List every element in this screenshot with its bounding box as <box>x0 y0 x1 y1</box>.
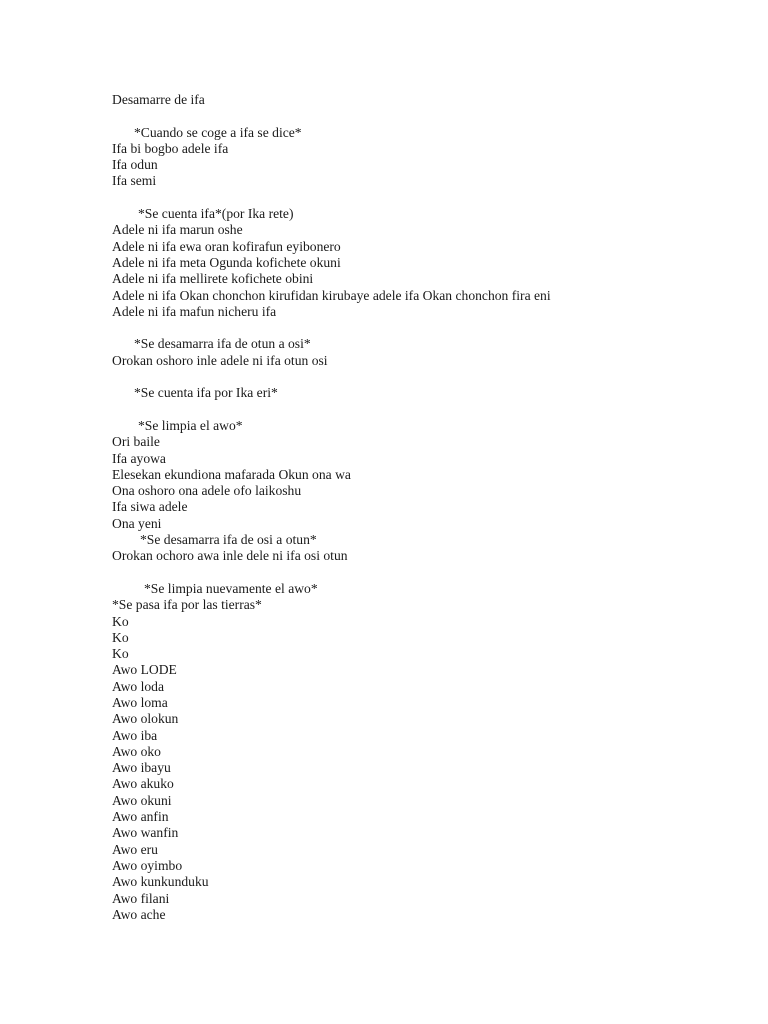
text-line: Awo olokun <box>112 711 179 727</box>
section-heading: *Se cuenta ifa por Ika eri* <box>134 385 278 401</box>
text-line: Awo anfin <box>112 809 169 825</box>
text-line: Adele ni ifa meta Ogunda kofichete okuni <box>112 254 341 270</box>
text-line: Adele ni ifa ewa oran kofirafun eyibonero <box>112 238 341 254</box>
text-line: Awo ibayu <box>112 760 171 776</box>
text-line: Awo okuni <box>112 792 172 808</box>
blank-line <box>112 190 712 206</box>
text-line: Orokan ochoro awa inle dele ni ifa osi otun <box>112 548 348 564</box>
text-line: Ona oshoro ona adele ofo laikoshu <box>112 483 302 499</box>
section-heading: *Se pasa ifa por las tierras* <box>112 597 262 613</box>
text-line: Ori baile <box>112 434 160 450</box>
text-line: Awo loda <box>112 678 164 694</box>
section-heading: *Cuando se coge a ifa se dice* <box>134 124 302 140</box>
text-line: Awo filani <box>112 890 170 906</box>
text-line: Awo ache <box>112 906 166 922</box>
text-line: Ifa siwa adele <box>112 499 188 515</box>
text-line: Awo oyimbo <box>112 857 183 873</box>
document-body <box>112 92 712 923</box>
text-line: Ona yeni <box>112 515 162 531</box>
text-line: Awo LODE <box>112 662 177 678</box>
blank-line <box>112 565 712 581</box>
text-line: Elesekan ekundiona mafarada Okun ona wa <box>112 466 351 482</box>
text-line: Ifa odun <box>112 157 158 173</box>
text-line: Ko <box>112 613 129 629</box>
text-line: Awo loma <box>112 694 168 710</box>
section-heading: *Se limpia nuevamente el awo* <box>144 580 318 596</box>
text-line: Ko <box>112 646 129 662</box>
text-line: Awo wanfin <box>112 825 179 841</box>
text-line: Ko <box>112 629 129 645</box>
blank-line <box>112 108 712 124</box>
text-line: Adele ni ifa mafun nicheru ifa <box>112 303 277 319</box>
text-line: Awo iba <box>112 727 158 743</box>
text-line: Awo oko <box>112 743 161 759</box>
blank-line <box>112 402 712 418</box>
section-heading: *Se desamarra ifa de osi a otun* <box>140 532 317 548</box>
blank-line <box>112 369 712 385</box>
document-title: Desamarre de ifa <box>112 92 205 107</box>
text-line: Awo kunkunduku <box>112 874 209 890</box>
text-line: Adele ni ifa mellirete kofichete obini <box>112 271 314 287</box>
section-heading: *Se cuenta ifa*(por Ika rete) <box>138 206 294 222</box>
text-line: Adele ni ifa Okan chonchon kirufidan kirubaye adele ifa Okan chonchon fira eni <box>112 287 551 303</box>
text-line: Awo akuko <box>112 776 174 792</box>
blank-line <box>112 320 712 336</box>
text-line: Adele ni ifa marun oshe <box>112 222 243 238</box>
text-line: Orokan oshoro inle adele ni ifa otun osi <box>112 352 328 368</box>
text-line: Ifa semi <box>112 173 157 189</box>
text-line: Ifa bi bogbo adele ifa <box>112 140 229 156</box>
section-heading: *Se limpia el awo* <box>138 417 243 433</box>
section-heading: *Se desamarra ifa de otun a osi* <box>134 336 311 352</box>
text-line: Ifa ayowa <box>112 450 166 466</box>
text-line: Awo eru <box>112 841 158 857</box>
